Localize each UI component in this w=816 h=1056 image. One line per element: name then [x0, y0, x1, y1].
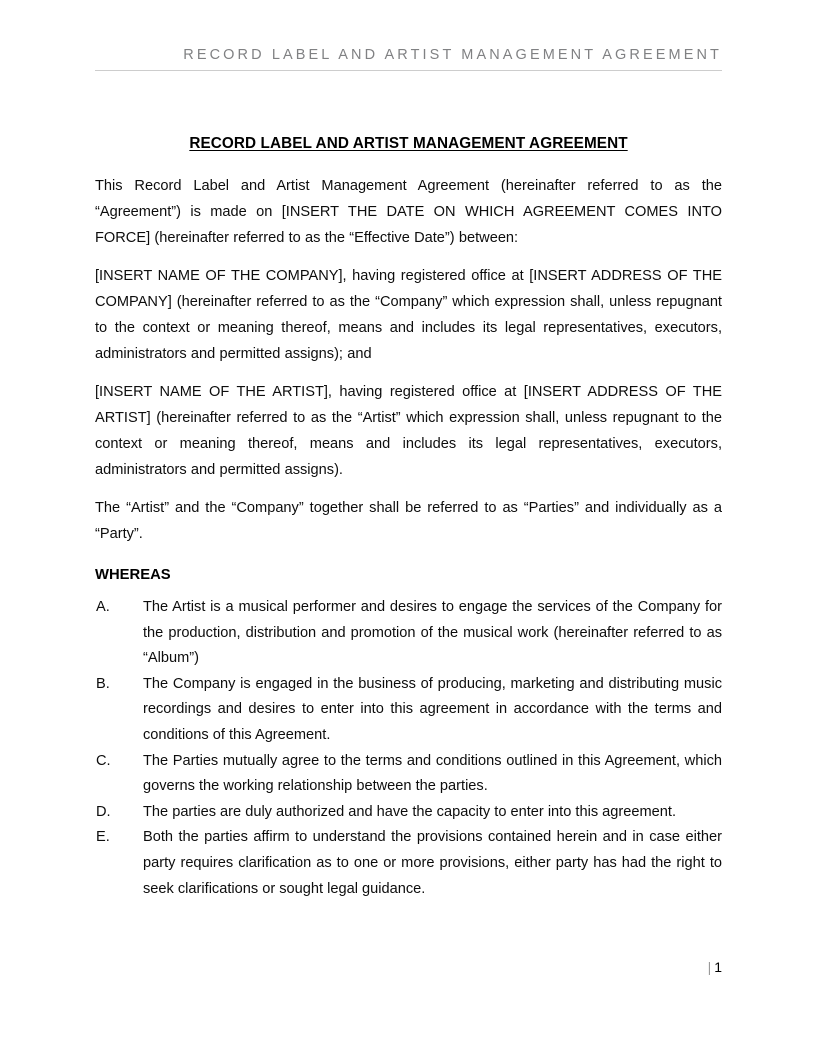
- section-heading-whereas: WHEREAS: [95, 567, 171, 583]
- list-item-text: The parties are duly authorized and have the capacity to enter into this agreement.: [143, 803, 676, 820]
- list-item-marker: A.: [96, 599, 110, 615]
- header-divider: [95, 70, 722, 71]
- list-item-marker: D.: [96, 803, 111, 820]
- list-item-text: The Parties mutually agree to the terms and conditions outlined in this Agreement, which governs the working relationship between the parties.: [143, 752, 722, 795]
- list-item: [95, 825, 722, 902]
- list-item: [95, 595, 722, 672]
- list-item-text: The Artist is a musical performer and desires to engage the services of the Company for the production, distribution and promotion of the musical work (hereinafter referred to as “Album”): [143, 599, 722, 667]
- list-item: [95, 672, 722, 749]
- recitals-list: [95, 595, 722, 902]
- list-item-marker: E.: [96, 829, 110, 846]
- paragraph-parties-definition: The “Artist” and the “Company” together shall be referred to as “Parties” and individually as a “Party”.: [95, 500, 722, 542]
- list-item-text: The Company is engaged in the business of producing, marketing and distributing music recordings and desires to enter into this agreement in accordance with the terms and conditions of this Agreement.: [143, 675, 722, 743]
- list-item-marker: C.: [96, 752, 111, 769]
- page-title: RECORD LABEL AND ARTIST MANAGEMENT AGREEMENT: [189, 135, 628, 152]
- list-item-text: Both the parties affirm to understand the provisions contained herein and in case either party requires clarification as to one or more provisions, either party has had the right to seek clarifications or sought legal guidance.: [143, 829, 722, 897]
- footer-page-number: 1: [714, 959, 722, 975]
- list-item: [95, 800, 722, 826]
- header-running-title: RECORD LABEL AND ARTIST MANAGEMENT AGREEMENT: [183, 47, 722, 63]
- document-header: [95, 44, 722, 71]
- footer-separator: |: [707, 959, 712, 975]
- paragraph-preamble: This Record Label and Artist Management Agreement (hereinafter referred to as the “Agreement”) is made on [INSERT THE DATE ON WHICH AGREEMENT COMES INTO FORCE] (hereinafter referred to as the “Effective Date”) between:: [95, 178, 722, 246]
- list-item: [95, 749, 722, 800]
- paragraph-artist-party: [INSERT NAME OF THE ARTIST], having registered office at [INSERT ADDRESS OF THE ARTIST] (hereinafter referred to as the “Artist” which expression shall, unless repugnant to the context or meaning thereof, means and includes its legal representatives, executors, administrators and permitted assigns).: [95, 384, 722, 478]
- list-item-marker: B.: [96, 675, 110, 692]
- document-footer: [95, 957, 722, 977]
- paragraph-company-party: [INSERT NAME OF THE COMPANY], having registered office at [INSERT ADDRESS OF THE COMPANY] (hereinafter referred to as the “Company” which expression shall, unless repugnant to the context or meaning thereof, means and includes its legal representatives, executors, administrators and permitted assigns); and: [95, 268, 722, 362]
- document-body: [95, 133, 722, 902]
